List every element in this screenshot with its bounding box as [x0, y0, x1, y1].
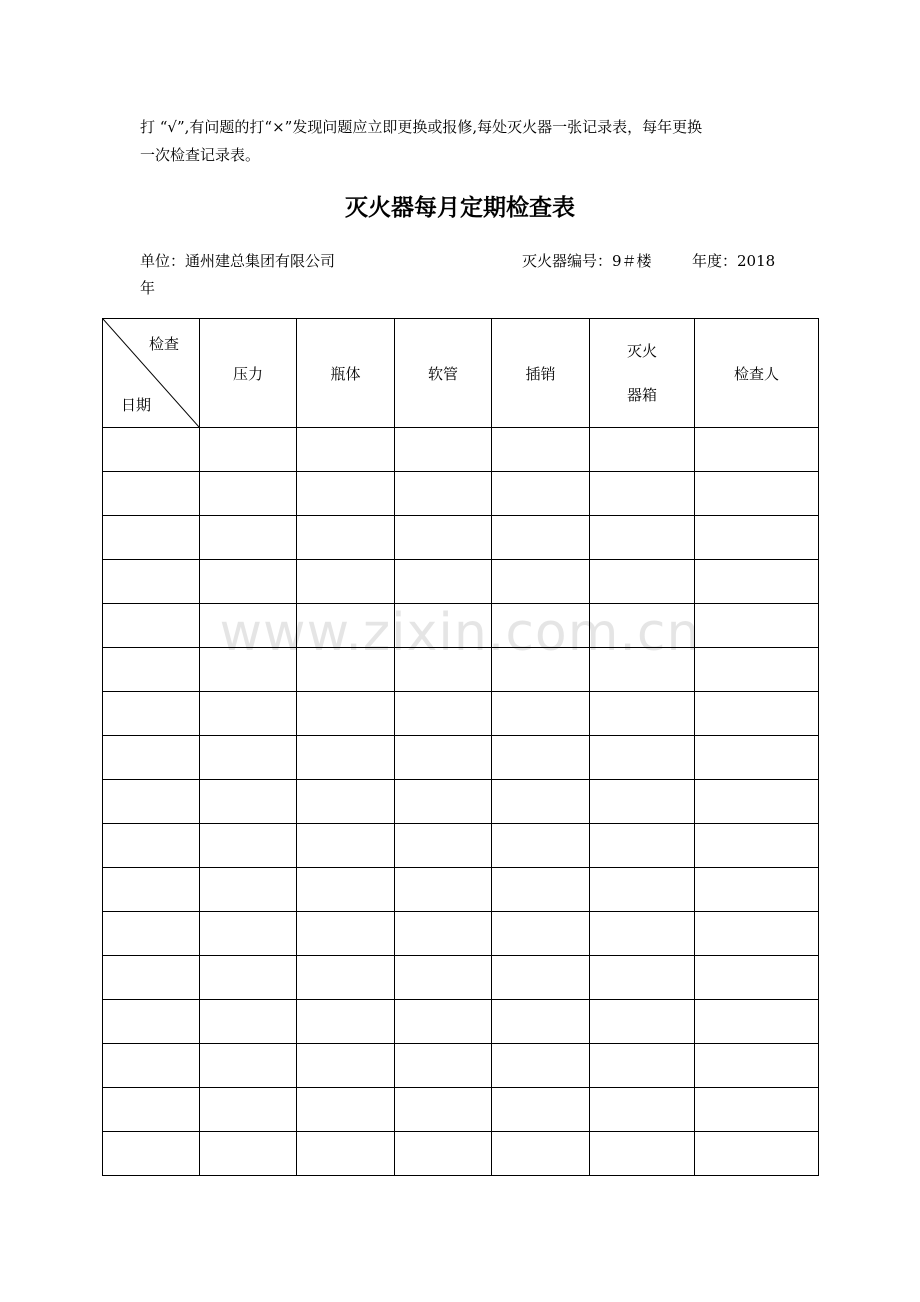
- header-box-line-1: 灭火: [626, 342, 657, 360]
- table-cell[interactable]: [590, 912, 695, 956]
- table-cell[interactable]: [103, 648, 200, 692]
- table-cell[interactable]: [103, 912, 200, 956]
- table-cell[interactable]: [297, 516, 395, 560]
- table-cell[interactable]: [695, 824, 819, 868]
- table-cell[interactable]: [695, 1132, 819, 1176]
- table-cell[interactable]: [590, 956, 695, 1000]
- header-hose: 软管: [395, 319, 492, 428]
- table-cell[interactable]: [103, 692, 200, 736]
- table-cell[interactable]: [200, 1088, 297, 1132]
- table-cell[interactable]: [200, 780, 297, 824]
- table-cell[interactable]: [103, 1132, 200, 1176]
- table-cell[interactable]: [395, 428, 492, 472]
- header-extinguisher-box: [590, 319, 695, 428]
- table-cell[interactable]: [200, 560, 297, 604]
- table-cell[interactable]: [695, 956, 819, 1000]
- instruction-line-2: 一次检查记录表。: [140, 146, 261, 164]
- table-cell[interactable]: [492, 428, 590, 472]
- table-cell[interactable]: [695, 560, 819, 604]
- table-cell[interactable]: [200, 604, 297, 648]
- page-title: 灭火器每月定期检查表: [345, 195, 575, 221]
- table-row: [103, 1132, 819, 1176]
- table-cell[interactable]: [200, 1132, 297, 1176]
- table-cell[interactable]: [395, 516, 492, 560]
- unit-label: 单位：通州建总集团有限公司: [140, 252, 336, 270]
- table-cell[interactable]: [590, 824, 695, 868]
- table-cell[interactable]: [590, 428, 695, 472]
- year-suffix: 年: [140, 279, 156, 297]
- table-cell[interactable]: [695, 604, 819, 648]
- table-cell[interactable]: [297, 648, 395, 692]
- corner-label-date: 日期: [121, 396, 152, 414]
- table-cell[interactable]: [297, 824, 395, 868]
- table-cell[interactable]: [297, 604, 395, 648]
- table-cell[interactable]: [590, 868, 695, 912]
- table-cell[interactable]: [103, 516, 200, 560]
- table-cell[interactable]: [395, 1000, 492, 1044]
- table-row: [103, 912, 819, 956]
- table-cell[interactable]: [103, 560, 200, 604]
- table-cell[interactable]: [103, 1088, 200, 1132]
- table-cell[interactable]: [297, 956, 395, 1000]
- table-row: [103, 824, 819, 868]
- table-cell[interactable]: [590, 516, 695, 560]
- table-row: [103, 516, 819, 560]
- table-cell[interactable]: [492, 912, 590, 956]
- table-cell[interactable]: [695, 1044, 819, 1088]
- table-cell[interactable]: [395, 1132, 492, 1176]
- table-cell[interactable]: [590, 780, 695, 824]
- table-cell[interactable]: [695, 780, 819, 824]
- table-cell[interactable]: [103, 956, 200, 1000]
- table-row: [103, 648, 819, 692]
- table-cell[interactable]: [395, 692, 492, 736]
- table-cell[interactable]: [297, 560, 395, 604]
- table-cell[interactable]: [492, 648, 590, 692]
- table-row: [103, 1088, 819, 1132]
- table-cell[interactable]: [695, 1088, 819, 1132]
- table-cell[interactable]: [695, 1000, 819, 1044]
- table-cell[interactable]: [590, 604, 695, 648]
- table-cell[interactable]: [395, 472, 492, 516]
- table-cell[interactable]: [492, 956, 590, 1000]
- table-row: [103, 472, 819, 516]
- table-cell[interactable]: [590, 472, 695, 516]
- table-cell[interactable]: [200, 1044, 297, 1088]
- table-cell[interactable]: [395, 912, 492, 956]
- table-cell[interactable]: [590, 1088, 695, 1132]
- table-cell[interactable]: [103, 1000, 200, 1044]
- table-cell[interactable]: [695, 868, 819, 912]
- table-cell[interactable]: [395, 868, 492, 912]
- table-cell[interactable]: [200, 428, 297, 472]
- table-cell[interactable]: [590, 692, 695, 736]
- table-cell[interactable]: [103, 1044, 200, 1088]
- table-cell[interactable]: [492, 824, 590, 868]
- table-cell[interactable]: [395, 1088, 492, 1132]
- table-cell[interactable]: [590, 1044, 695, 1088]
- table-cell[interactable]: [492, 1044, 590, 1088]
- header-box-line-2: 器箱: [626, 386, 657, 404]
- table-cell[interactable]: [395, 736, 492, 780]
- table-cell[interactable]: [297, 912, 395, 956]
- table-cell[interactable]: [200, 692, 297, 736]
- instruction-text: [140, 113, 800, 169]
- header-inspector: 检查人: [695, 319, 819, 428]
- table-cell[interactable]: [695, 692, 819, 736]
- table-cell[interactable]: [103, 736, 200, 780]
- table-cell[interactable]: [297, 1088, 395, 1132]
- table-cell[interactable]: [395, 780, 492, 824]
- table-row: [103, 1044, 819, 1088]
- table-cell[interactable]: [695, 648, 819, 692]
- instruction-line-1: 打 “√”,有问题的打“×”发现问题应立即更换或报修,每处灭火器一张记录表，每年更换: [140, 118, 703, 136]
- table-body: [103, 428, 819, 1176]
- table-cell[interactable]: [200, 736, 297, 780]
- table-cell[interactable]: [395, 956, 492, 1000]
- table-cell[interactable]: [297, 736, 395, 780]
- table-cell[interactable]: [200, 956, 297, 1000]
- table-cell[interactable]: [590, 736, 695, 780]
- table-cell[interactable]: [200, 868, 297, 912]
- table-cell[interactable]: [492, 604, 590, 648]
- table-cell[interactable]: [200, 472, 297, 516]
- inspection-table: [102, 318, 819, 1176]
- table-cell[interactable]: [395, 604, 492, 648]
- table-cell[interactable]: [492, 472, 590, 516]
- table-cell[interactable]: [492, 560, 590, 604]
- table-cell[interactable]: [297, 1132, 395, 1176]
- header-pressure: 压力: [200, 319, 297, 428]
- table-cell[interactable]: [200, 824, 297, 868]
- corner-label-check: 检查: [148, 335, 179, 353]
- table-cell[interactable]: [297, 428, 395, 472]
- table-cell[interactable]: [695, 912, 819, 956]
- table-cell[interactable]: [297, 780, 395, 824]
- table-cell[interactable]: [297, 1000, 395, 1044]
- table-cell[interactable]: [297, 1044, 395, 1088]
- table-cell[interactable]: [395, 648, 492, 692]
- table-cell[interactable]: [200, 516, 297, 560]
- table-cell[interactable]: [200, 1000, 297, 1044]
- header-bottle: 瓶体: [297, 319, 395, 428]
- table-row: [103, 1000, 819, 1044]
- table-cell[interactable]: [492, 1000, 590, 1044]
- table-row: [103, 780, 819, 824]
- table-cell[interactable]: [590, 648, 695, 692]
- year-label: 年度：2018: [692, 252, 776, 270]
- table-cell[interactable]: [590, 560, 695, 604]
- table-cell[interactable]: [297, 472, 395, 516]
- table-header-row: [103, 319, 819, 428]
- table-cell[interactable]: [590, 1000, 695, 1044]
- table-cell[interactable]: [695, 516, 819, 560]
- table-cell[interactable]: [297, 868, 395, 912]
- extinguisher-number-label: 灭火器编号：9＃楼: [522, 252, 652, 270]
- watermark: www.zixin.com.cn: [219, 603, 701, 663]
- table-cell[interactable]: [590, 1132, 695, 1176]
- table-cell[interactable]: [395, 560, 492, 604]
- table-cell[interactable]: [103, 780, 200, 824]
- table-cell[interactable]: [103, 472, 200, 516]
- table-row: [103, 428, 819, 472]
- table-cell[interactable]: [492, 736, 590, 780]
- table-cell[interactable]: [103, 868, 200, 912]
- table-cell[interactable]: [695, 428, 819, 472]
- table-row: [103, 604, 819, 648]
- table-cell[interactable]: [492, 780, 590, 824]
- table-cell[interactable]: [395, 1044, 492, 1088]
- table-row: [103, 692, 819, 736]
- table-cell[interactable]: [103, 824, 200, 868]
- table-cell[interactable]: [297, 692, 395, 736]
- table-cell[interactable]: [395, 824, 492, 868]
- table-row: [103, 560, 819, 604]
- table-cell[interactable]: [200, 912, 297, 956]
- table-row: [103, 956, 819, 1000]
- table-cell[interactable]: [103, 428, 200, 472]
- table-cell[interactable]: [492, 1088, 590, 1132]
- table-cell[interactable]: [492, 516, 590, 560]
- table-cell[interactable]: [200, 648, 297, 692]
- table-cell[interactable]: [695, 472, 819, 516]
- table-row: [103, 736, 819, 780]
- table-cell[interactable]: [695, 736, 819, 780]
- table-row: [103, 868, 819, 912]
- header-pin: 插销: [492, 319, 590, 428]
- table-cell[interactable]: [103, 604, 200, 648]
- diagonal-header-cell: [103, 319, 200, 428]
- table-cell[interactable]: [492, 868, 590, 912]
- table-cell[interactable]: [492, 1132, 590, 1176]
- table-cell[interactable]: [492, 692, 590, 736]
